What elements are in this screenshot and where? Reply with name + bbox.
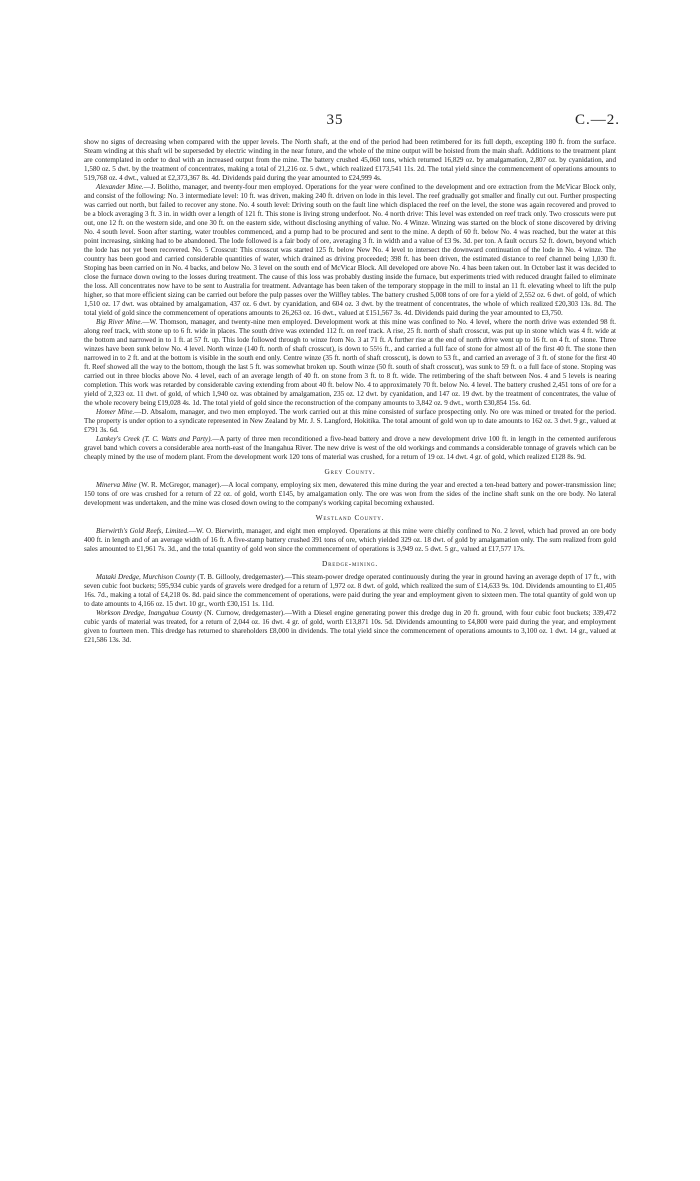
paragraph-text: —W. Thomson, manager, and twenty-nine men employed. Development work at this mine was confined to No. 4 level, where the north drive was extended 98 ft. along reef track, with stone up to 6 ft. wide in places. The south drive was extended 112 ft. on reef track. A rise, 25 ft. north of shaft crosscut, was put up in stone which was 4 ft. wide at the bottom and narrowed in to 1 ft. at 57 ft. up. This lode followed through to winze from No. 3 at 71 ft. A further rise at the end of north drive went up to 16 ft. on 4 ft. of stone. Three winzes have been sunk below No. 4 level. North winze (140 ft. north of shaft crosscut), is down to 55½ ft., and carried a full face of stone for almost all of the first 40 ft. The stone then narrowed in to 2 ft. and at the bottom is visible in the south end only. Centre winze (35 ft. north of shaft crosscut), is down to 53 ft., and carried an average of 3 ft. of stone for the first 40 ft. Reef showed all the way to the bottom, though the last 5 ft. was somewhat broken up. South winze (50 ft. south of shaft crosscut), was sunk to 59 ft. o a full face of stone. Stoping was carried out in three blocks above No. 4 level, each of an average length of 40 ft. on stone from 3 ft. to 8 ft. wide. The retimbering of the shaft between Nos. 4 and 5 levels is nearing completion. This work was retarded by considerable caving extending from about 40 ft. below No. 4 to approximately 70 ft. below No. 4 level. The battery crushed 2,451 tons of ore for a yield of 2,323 oz. 11 dwt. of gold, of which 1,940 oz. was obtained by amalgamation, 235 oz. 12 dwt. by cyanidation, and 147 oz. 19 dwt. by the treatment of concentrates, the value of the whole recovery being £19,028 4s. 1d. The total yield of gold since the reconstruction of the company amounts to 3,842 oz. 9 dwt., worth £30,854 15s. 6d. <box>84 318 616 407</box>
mine-name: Bierwirth's Gold Reefs, Limited. <box>96 527 189 535</box>
paragraph-text: —J. Bolitho, manager, and twenty-four men employed. Operations for the year were confined to the development and ore extraction from the McVicar Block only, and consist of the following: No. 3 intermediate level: 10 ft. was driven, making 240 ft. driven on lode in this level. The reef gradually got smaller and finally cut out. Further prospecting was carried out north, but failed to recover any stone. No. 4 south level: Driving south on the fault line which displaced the reef on the level, the stone was again recovered and proved to be a block averaging 3 ft. 3 in. in width over a length of 121 ft. This stone is living strong underfoot. No. 4 north drive: This level was extended on reef track only. Two crosscuts were put out, one 12 ft. on the western side, and one 30 ft. on the eastern side, without disclosing anything of value. No. 4 Winze. Winzing was started on the block of stone discovered by driving No. 4 south level. Soon after starting, water troubles commenced, and a pump had to be procured and sent to the mine. A depth of 60 ft. below No. 4 was reached, but the water at this point increasing, sinking had to be abandoned. The lode followed is a fair body of ore, averaging 3 ft. in width and a value of £3 9s. 3d. per ton. A fault occurs 52 ft. down, beyond which the lode has not yet been recovered. No. 5 Crosscut: This crosscut was started 125 ft. below New No. 4 level to intersect the downward continuation of the lode in No. 4 winze. The country has been good and carried considerable quantities of water, which drained as driving proceeded; 398 ft. has been driven, the estimated distance to reef channel being 1,030 ft. Stoping has been carried on in No. 4 backs, and below No. 3 level on the south end of McVicar Block. All developed ore above No. 4 has been taken out. In October last it was decided to close the furnace down owing to the losses during treatment. The cause of this loss was probably dusting inside the furnace, but experiments tried with reduced draught failed to eliminate the loss. All concentrates now have to be sent to Australia for treatment. Advantage has been taken of the temporary stoppage in the mill to instal an 11 ft. elevating wheel to lift the pulp higher, so that more efficient sizing can be carried out before the pulp passes over the Wilfley tables. The battery crushed 5,008 tons of ore for a yield of 2,552 oz. 6 dwt. of gold, of which 1,510 oz. 17 dwt. was obtained by amalgamation, 437 oz. 6 dwt. by cyanidation, and 604 oz. 3 dwt. by the treatment of concentrates, the whole of which realized £20,303 13s. 8d. The total yield of gold since the commencement of operations amounts to 26,263 oz. 16 dwt., valued at £151,567 3s. 4d. Dividends paid during the year amounted to £3,750. <box>84 183 616 317</box>
paragraph-workson-dredge <box>84 609 616 645</box>
mine-name: Lankey's Creek (T. C. Watts and Party). <box>96 435 213 443</box>
page-number: 35 <box>326 112 344 128</box>
paragraph-minerva-mine <box>84 481 616 508</box>
paragraph-text: —A party of three men reconditioned a five-head battery and drove a new development drive 100 ft. in length in the cemented auriferous gravel band which covers a considerable area north-east of the Inangahua River. The new drive is west of the old workings and commands a considerable tonnage of gravels which can be cheaply mined by the use of modern plant. From the development work 120 tons of material was crushed, for a return of 19 oz. 14 dwt. 4 gr. of gold, which realized £128 8s. 9d. <box>84 435 617 461</box>
section-heading-grey-county: Grey County. <box>324 467 376 476</box>
paragraph-homer-mine <box>84 408 616 435</box>
document-reference: C.—2. <box>574 112 620 128</box>
paragraph-bierwirth-gold-reefs <box>84 527 616 554</box>
paragraph-big-river-mine <box>84 318 616 408</box>
paragraph-text: (W. R. McGregor, manager).—A local company, employing six men, dewatered this mine during the year and erected a ten-head battery and power-transmission line; 150 tons of ore was crushed for a return of 22 oz. of gold, worth £145, by amalgamation only. The ore was won from the sides of the incline shaft sunk on the ore body. No lateral development was undertaken, and the mine was closed down owing to the company's working capital becoming exhausted. <box>84 481 616 507</box>
paragraph-text: (N. Curnow, dredgemaster).—With a Diesel engine generating power this dredge dug in 20 ft. ground, with four cubic foot buckets; 339,472 cubic yards of material was treated, for a return of 2,044 oz. 16 dwt. 4 gr. of gold, worth £13,871 10s. 5d. Dividends amounting to £4,800 were paid during the year, and employment given to fourteen men. This dredge has returned to shareholders £8,000 in dividends. The total yield since the commencement of operations amounts to 3,100 oz. 1 dwt. 14 gr., valued at £21,586 13s. 3d. <box>84 609 617 644</box>
paragraph-lankeys-creek <box>84 435 616 462</box>
paragraph-alexander-mine <box>84 183 616 318</box>
paragraph-text: —W. O. Bierwirth, manager, and eight men employed. Operations at this mine were chiefly confined to No. 2 level, which had proved an ore body 400 ft. in length and of an average width of 16 ft. A five-stamp battery crushed 391 tons of ore, which yielded 329 oz. 18 dwt. of gold by amalgamation only. The sum realized from gold sales amounted to £1,961 7s. 3d., and the total quantity of gold won since the commencement of operations is 3,949 oz. 5 dwt. 5 gr., valued at £17,577 17s. <box>84 527 616 553</box>
paragraph-text: —D. Absalom, manager, and two men employed. The work carried out at this mine consisted of surface prospecting only. No ore was mined or treated for the period. The property is under option to a syndicate represented in New Zealand by Mr. J. S. Langford, Hokitika. The total amount of gold won up to date amounts to 162 oz. 3 dwt. 9 gr., valued at £791 3s. 6d. <box>84 408 617 434</box>
dredge-name: Workson Dredge, Inangahua County <box>96 609 202 617</box>
mine-name: Alexander Mine. <box>96 183 144 191</box>
mine-name: Big River Mine. <box>96 318 143 326</box>
mine-name: Minerva Mine <box>96 481 137 489</box>
report-body <box>84 138 616 645</box>
dredge-name: Mataki Dredge, Murchison County <box>96 573 196 581</box>
paragraph-text: (T. B. Gillooly, dredgemaster).—This steam-power dredge operated continuously during the year in ground having an average depth of 17 ft., with seven cubic foot buckets; 595,934 cubic yards of gravels were dredged for a return of 1,972 oz. 8 dwt. of gold, which realized the sum of £14,633 9s. 10d. Dividends amounting to £1,405 16s. 7d., making a total of £4,218 0s. 8d. paid since the commencement of operations, were paid during the year and employment given to sixteen men. The total quantity of gold won up to date amounts to 4,166 oz. 15 dwt. 10 gr., worth £30,151 1s. 11d. <box>84 573 616 608</box>
section-heading-dredge-mining: Dredge-mining. <box>321 559 379 568</box>
section-heading-westland-county: Westland County. <box>315 513 385 522</box>
paragraph-north-shaft: show no signs of decreasing when compared with the upper levels. The North shaft, at the end of the period had been retimbered for its full depth, excepting 180 ft. from the surface. Steam winding at this shaft wil be superseded by electric winding in the near future, and the whole of the mine output will be hoisted from the main shaft. Additions to the treatment plant are contemplated in order to deal with an increased output from the mine. The battery crushed 45,060 tons, which returned 16,829 oz. by amalgamation, 2,807 oz. by cyanidation, and 1,580 oz. 5 dwt. by the treatment of concentrates, making a total of 21,216 oz. 5 dwt., which realized £173,541 11s. 2d. The total yield since the commencement of operations amounts to 519,768 oz. 4 dwt., valued at £2,373,367 8s. 4d. Dividends paid during the year amounted to £24,999 4s. <box>84 138 616 182</box>
paragraph-mataki-dredge <box>84 573 616 609</box>
mine-name: Homer Mine. <box>96 408 135 416</box>
